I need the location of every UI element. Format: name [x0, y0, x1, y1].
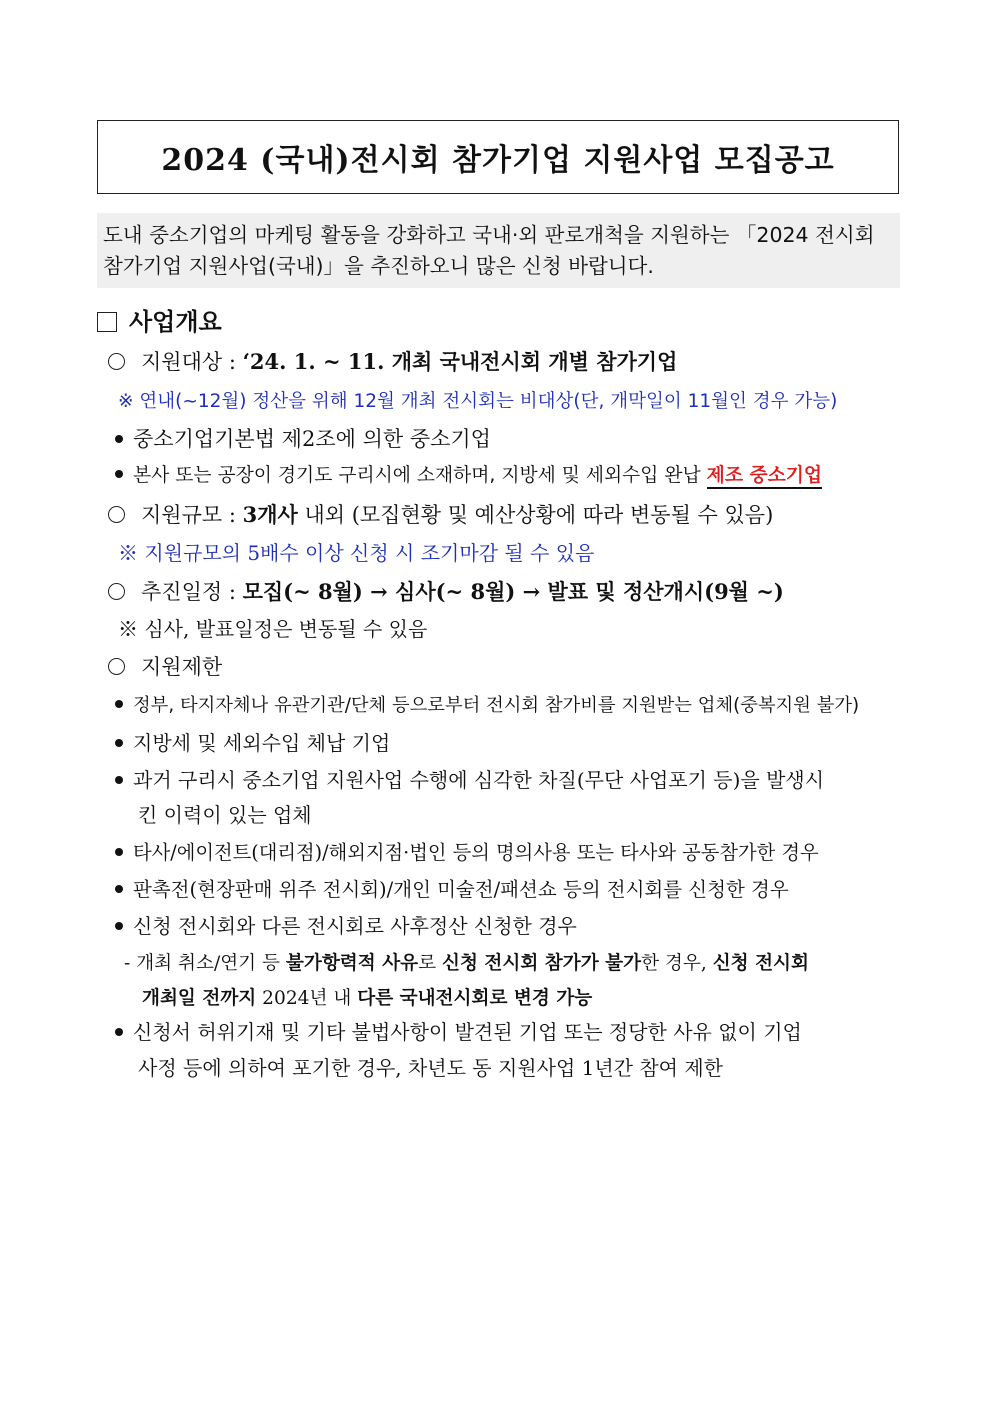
page-title: 2024 (국내)전시회 참가기업 지원사업 모집공고 [97, 120, 899, 194]
bullet-dot-icon [115, 776, 123, 784]
dash2-text-3: 다른 국내전시회로 변경 가능 [357, 988, 593, 1009]
circle-bullet-icon [108, 506, 125, 523]
item-target-bullet-1 [115, 424, 491, 454]
limit-bullet-7-text: 신청서 허위기재 및 기타 불법사항이 발견된 기업 또는 정당한 사유 없이 기업 [133, 1020, 802, 1044]
item-limit [108, 652, 222, 682]
limit-dash-line-1 [124, 949, 809, 979]
limit-bullet-6 [115, 911, 577, 941]
circle-bullet-icon [108, 658, 125, 675]
item-scale-rest: 내외 (모집현황 및 예산상황에 따라 변동될 수 있음) [297, 503, 774, 527]
item-target-label: 지원대상 : [141, 350, 243, 374]
item-target-bullet-1-text: 중소기업기본법 제2조에 의한 중소기업 [133, 427, 491, 451]
limit-bullet-7-cont: 사정 등에 의하여 포기한 경우, 차년도 동 지원사업 1년간 참여 제한 [138, 1056, 723, 1080]
bullet-dot-icon [115, 922, 123, 930]
dash2-text-2: 2024년 내 [256, 988, 358, 1009]
intro-line-1: 도내 중소기업의 마케팅 활동을 강화하고 국내·외 판로개척을 지원하는 「2024 전시회 [103, 223, 875, 247]
item-target [108, 347, 677, 377]
item-scale-note: ※ 지원규모의 5배수 이상 신청 시 조기마감 될 수 있음 [118, 541, 595, 565]
limit-bullet-2 [115, 728, 390, 758]
dash-text-5: 한 경우, [641, 953, 713, 974]
bullet-dot-icon [115, 1028, 123, 1036]
item-schedule-label: 추진일정 : [141, 580, 243, 604]
limit-bullet-1 [115, 691, 859, 721]
intro-box [97, 213, 900, 288]
limit-bullet-3-cont: 킨 이력이 있는 업체 [138, 803, 312, 827]
dash-text-3: 로 [418, 953, 443, 974]
square-icon [97, 312, 117, 332]
dash-text-4: 신청 전시회 참가가 불가 [442, 953, 642, 974]
bullet-dot-icon [115, 700, 123, 708]
dash2-text-1: 개최일 전까지 [142, 988, 257, 1009]
manufacturing-highlight: 제조 중소기업 [707, 465, 822, 489]
dash-text-6: 신청 전시회 [712, 953, 809, 974]
bullet-dot-icon [115, 435, 123, 443]
limit-bullet-3-text: 과거 구리시 중소기업 지원사업 수행에 심각한 차질(무단 사업포기 등)을 발생시 [133, 768, 825, 792]
section-heading-text: 사업개요 [129, 307, 222, 336]
limit-bullet-6-text: 신청 전시회와 다른 전시회로 사후정산 신청한 경우 [133, 914, 577, 938]
bullet-dot-icon [115, 885, 123, 893]
item-target-bullet-2-text: 본사 또는 공장이 경기도 구리시에 소재하며, 지방세 및 세외수입 완납 [133, 465, 707, 486]
section-heading [97, 307, 222, 337]
limit-bullet-3 [115, 765, 824, 795]
circle-bullet-icon [108, 583, 125, 600]
dash-text-1: - 개최 취소/연기 등 [124, 953, 286, 974]
item-target-note: ※ 연내(~12월) 정산을 위해 12월 개최 전시회는 비대상(단, 개막일이 11월인 경우 가능) [118, 391, 838, 412]
bullet-dot-icon [115, 848, 123, 856]
item-target-bullet-2 [115, 461, 822, 491]
limit-bullet-2-text: 지방세 및 세외수입 체납 기업 [133, 731, 391, 755]
item-schedule [108, 577, 784, 607]
bullet-dot-icon [115, 470, 123, 478]
dash-text-2: 불가항력적 사유 [285, 953, 419, 974]
limit-bullet-4 [115, 838, 819, 868]
item-scale-label: 지원규모 : [141, 503, 243, 527]
limit-bullet-1-text: 정부, 타지자체나 유관기관/단체 등으로부터 전시회 참가비를 지원받는 업체(중복지원 불가) [133, 695, 860, 716]
item-target-value: ‘24. 1. ~ 11. 개최 국내전시회 개별 참가기업 [242, 349, 678, 374]
item-scale-value: 3개사 [242, 502, 298, 527]
limit-bullet-5 [115, 875, 789, 905]
circle-bullet-icon [108, 353, 125, 370]
intro-line-2: 참가기업 지원사업(국내)」을 추진하오니 많은 신청 바랍니다. [103, 254, 654, 278]
limit-dash-line-2 [142, 984, 592, 1014]
item-schedule-note: ※ 심사, 발표일정은 변동될 수 있음 [118, 617, 428, 641]
item-limit-label: 지원제한 [141, 655, 223, 679]
bullet-dot-icon [115, 739, 123, 747]
item-scale [108, 500, 773, 530]
limit-bullet-4-text: 타사/에이전트(대리점)/해외지점·법인 등의 명의사용 또는 타사와 공동참가한 경우 [133, 841, 819, 864]
limit-bullet-5-text: 판촉전(현장판매 위주 전시회)/개인 미술전/패션쇼 등의 전시회를 신청한 경우 [133, 878, 789, 901]
limit-bullet-7 [115, 1017, 802, 1047]
item-schedule-value: 모집(~ 8월) → 심사(~ 8월) → 발표 및 정산개시(9월 ~) [242, 579, 784, 604]
